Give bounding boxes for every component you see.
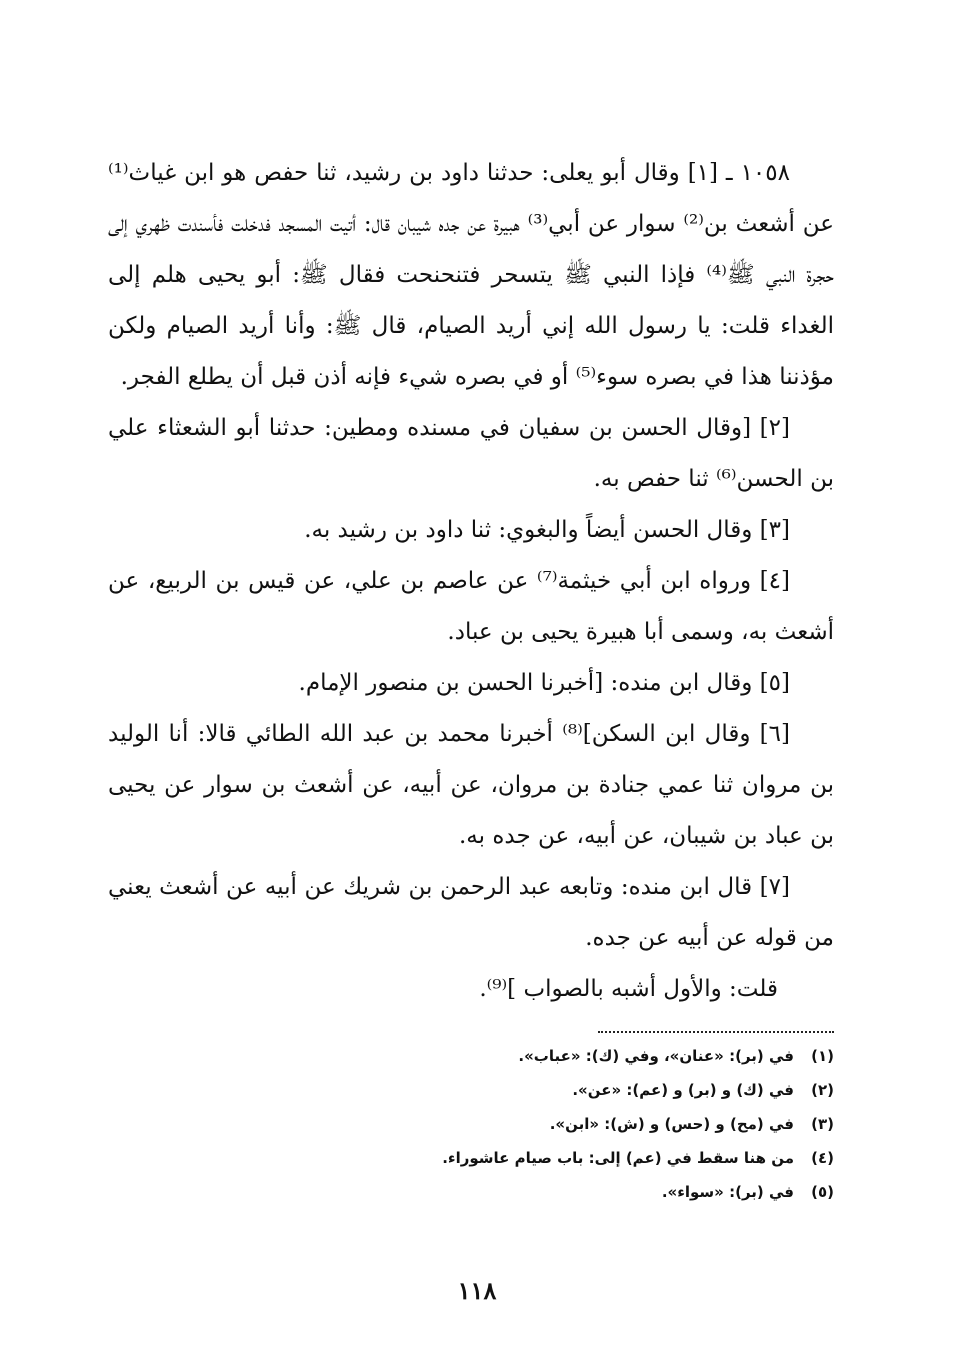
footnote-2 [108, 1081, 834, 1115]
footnote-number: (٤) [811, 1149, 834, 1167]
footnote-text: في (ك) و (بر) و (عم): «عن». [572, 1081, 794, 1099]
page-number: ١١٨ [457, 1276, 497, 1305]
footnote-3 [108, 1115, 834, 1149]
page-body [108, 148, 834, 1217]
footnote-text: في (مح) و (حس) و (ش): «ابن». [549, 1115, 794, 1133]
narration-5: [٥] وقال ابن منده: [أخبرنا الحسن بن منصور الإمام. [298, 670, 790, 696]
footnote-separator [598, 1031, 834, 1033]
narration-7: [٧] قال ابن منده: وتابعه عبد الرحمن بن شريك عن أبيه عن أشعث يعني من قوله عن أبيه عن جده. [108, 874, 834, 951]
closing-remark: قلت: والأول أشبه بالصواب ]⁽⁹⁾. [479, 976, 778, 1002]
footnote-text: من هنا سقط في (عم) إلى: باب صيام عاشوراء. [442, 1149, 794, 1167]
footnote-1 [108, 1047, 834, 1081]
footnote-4 [108, 1149, 834, 1183]
narration-3: [٣] وقال الحسن أيضاً والبغوي: ثنا داود بن رشيد به. [304, 517, 790, 543]
footnote-number: (٣) [811, 1115, 834, 1133]
footnote-number: (٢) [811, 1081, 834, 1099]
narration-6: [٦] وقال ابن السكن]⁽⁸⁾ أخبرنا محمد بن عبد الله الطائي قالا: أنا الوليد بن مروان ثنا عمي جنادة بن مروان، عن أبيه، عن أشعث بن سوار عن يحيى بن عباد بن شيبان، عن أبيه، عن جده به. [108, 721, 834, 849]
footnotes [108, 1047, 834, 1217]
narration-4: [٤] ورواه ابن أبي خيثمة⁽⁷⁾ عن عاصم بن علي، عن قيس بن الربيع، عن أشعث به، وسمى أبا هبيرة يحيى بن عباد. [108, 568, 834, 645]
footnote-number: (٥) [811, 1183, 834, 1201]
footnote-text: في (بر): «سواء». [661, 1183, 794, 1201]
footnote-text: في (بر): «عنان»، وفي (ك): «عباب». [518, 1047, 794, 1065]
footnote-number: (١) [811, 1047, 834, 1065]
hadith-1058: ١٠٥٨ ـ [١] وقال أبو يعلى: حدثنا داود بن رشيد، ثنا حفص هو ابن غياث⁽¹⁾ عن أشعث بن⁽²⁾ سوار عن أبي⁽³⁾ هبيرة عن جده شيبان قال: أتيت المسجد فدخلت فأسندت ظهري إلى حجرة النبي ﷺ⁽⁴⁾ فإذا النبي ﷺ يتسحر فتنحنحت فقال ﷺ: أبو يحيى هلم إلى الغداء قلت: يا رسول الله إني أريد الصيام، قال ﷺ: وأنا أريد الصيام ولكن مؤذننا هذا في بصره سوء⁽⁵⁾ أو في بصره شيء فإنه أذن قبل أن يطلع الفجر. [108, 160, 834, 390]
footnote-5 [108, 1183, 834, 1217]
narration-2: [٢] [وقال الحسن بن سفيان في مسنده ومطين: حدثنا أبو الشعثاء علي بن الحسن⁽⁶⁾ ثنا حفص به. [108, 415, 834, 492]
